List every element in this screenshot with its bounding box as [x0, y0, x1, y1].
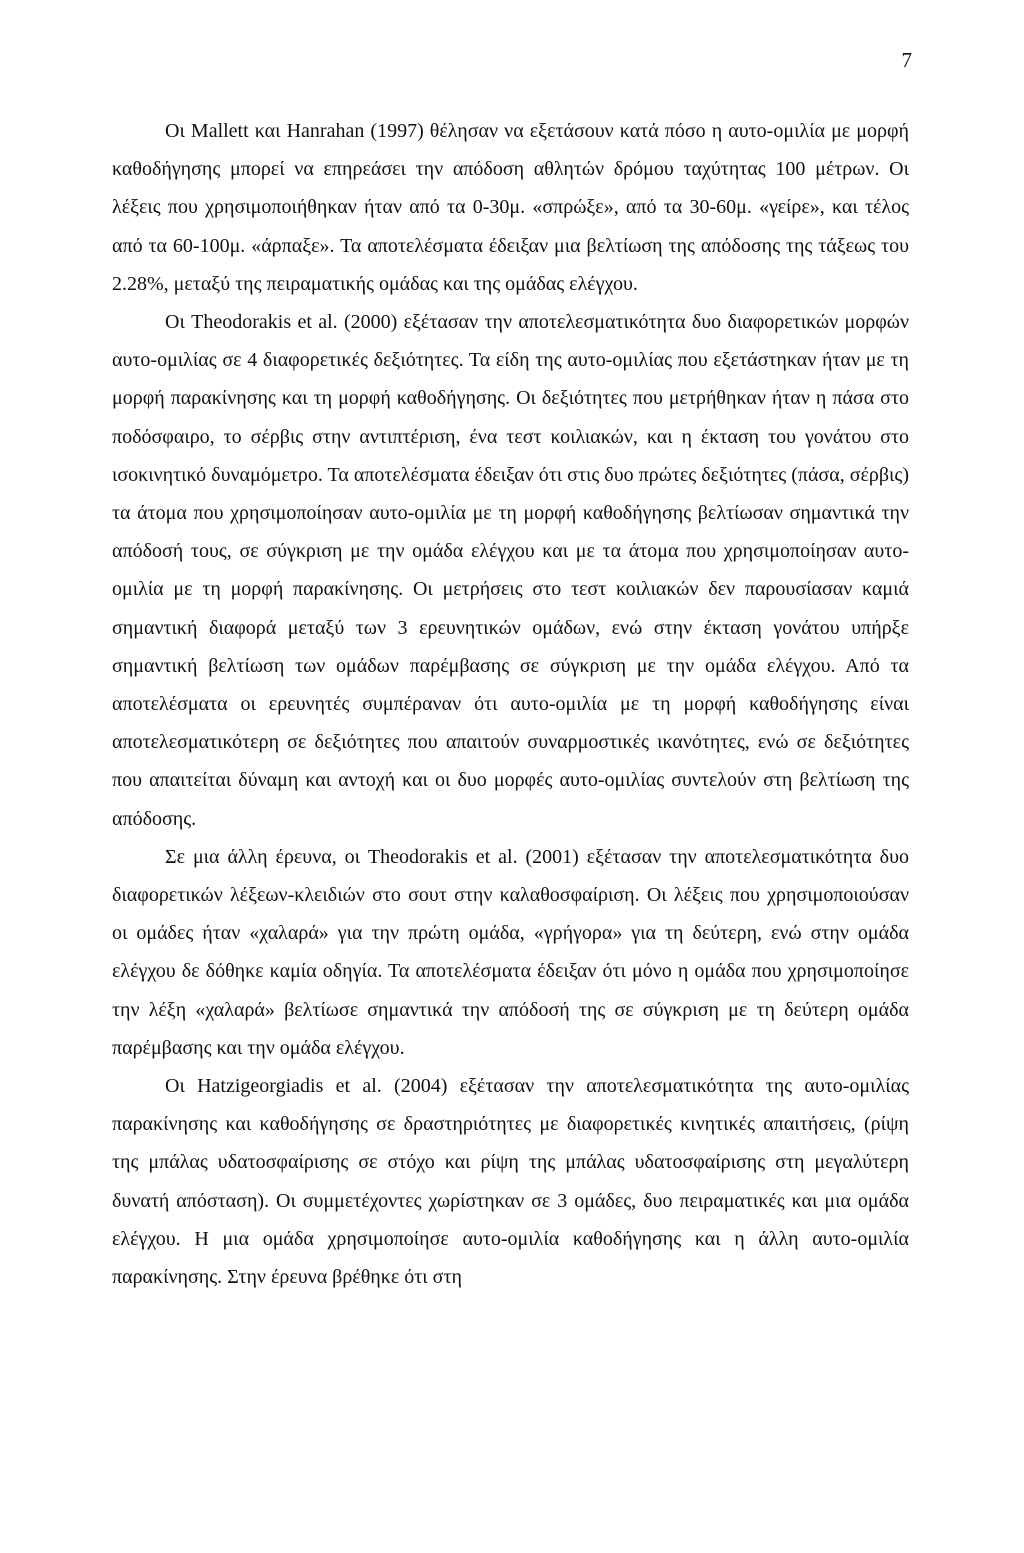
page-number: 7	[901, 48, 912, 72]
paragraph-hatzigeorgiadis-2004: Οι Hatzigeorgiadis et al. (2004) εξέτασαν την αποτελεσματικότητα της αυτο-ομιλίας παρακίνησης και καθοδήγησης σε δραστηριότητες με διαφορετικές κινητικές απαιτήσεις, (ρίψη της μπάλας υδατοσφαίρισης σε στόχο και ρίψη της μπάλας υδατοσφαίρισης στη μεγαλύτερη δυνατή απόσταση). Οι συμμετέχοντες χωρίστηκαν σε 3 ομάδες, δυο πειραματικές και μια ομάδα ελέγχου. Η μια ομάδα χρησιμοποίησε αυτο-ομιλία καθοδήγησης και η άλλη αυτο-ομιλία παρακίνησης. Στην έρευνα βρέθηκε ότι στη	[112, 1075, 909, 1289]
document-body	[112, 112, 909, 1296]
paragraph-theodorakis-2000: Οι Theodorakis et al. (2000) εξέτασαν την αποτελεσματικότητα δυο διαφορετικών μορφών αυτο-ομιλίας σε 4 διαφορετικές δεξιότητες. Τα είδη της αυτο-ομιλίας που εξετάστηκαν ήταν με τη μορφή παρακίνησης και τη μορφή καθοδήγησης. Οι δεξιότητες που μετρήθηκαν ήταν η πάσα στο ποδόσφαιρο, το σέρβις στην αντιπτέριση, ένα τεστ κοιλιακών, και η έκταση του γονάτου στο ισοκινητικό δυναμόμετρο. Τα αποτελέσματα έδειξαν ότι στις δυο πρώτες δεξιότητες (πάσα, σέρβις) τα άτομα που χρησιμοποίησαν αυτο-ομιλία με τη μορφή καθοδήγησης βελτίωσαν σημαντικά την απόδοσή τους, σε σύγκριση με την ομάδα ελέγχου και με τα άτομα που χρησιμοποίησαν αυτο-ομιλία με τη μορφή παρακίνησης. Οι μετρήσεις στο τεστ κοιλιακών δεν παρουσίασαν καμιά σημαντική διαφορά μεταξύ των 3 ερευνητικών ομάδων, ενώ στην έκταση γονάτου υπήρξε σημαντική βελτίωση των ομάδων παρέμβασης σε σύγκριση με την ομάδα ελέγχου. Από τα αποτελέσματα οι ερευνητές συμπέραναν ότι αυτο-ομιλία με τη μορφή καθοδήγησης είναι αποτελεσματικότερη σε δεξιότητες που απαιτούν συναρμοστικές ικανότητες, ενώ σε δεξιότητες που απαιτείται δύναμη και αντοχή και οι δυο μορφές αυτο-ομιλίας συντελούν στη βελτίωση της απόδοσης.	[112, 311, 909, 830]
paragraph-theodorakis-2001: Σε μια άλλη έρευνα, οι Theodorakis et al. (2001) εξέτασαν την αποτελεσματικότητα δυο διαφορετικών λέξεων-κλειδιών στο σουτ στην καλαθοσφαίριση. Οι λέξεις που χρησιμοποιούσαν οι ομάδες ήταν «χαλαρά» για την πρώτη ομάδα, «γρήγορα» για τη δεύτερη, ενώ στην ομάδα ελέγχου δε δόθηκε καμία οδηγία. Τα αποτελέσματα έδειξαν ότι μόνο η ομάδα που χρησιμοποίησε την λέξη «χαλαρά» βελτίωσε σημαντικά την απόδοσή της σε σύγκριση με τη δεύτερη ομάδα παρέμβασης και την ομάδα ελέγχου.	[112, 845, 909, 1059]
paragraph-mallett-hanrahan: Οι Mallett και Hanrahan (1997) θέλησαν να εξετάσουν κατά πόσο η αυτο-ομιλία με μορφή καθοδήγησης μπορεί να επηρεάσει την απόδοση αθλητών δρόμου ταχύτητας 100 μέτρων. Οι λέξεις που χρησιμοποιήθηκαν ήταν από τα 0-30μ. «σπρώξε», από τα 30-60μ. «γείρε», και τέλος από τα 60-100μ. «άρπαξε». Τα αποτελέσματα έδειξαν μια βελτίωση της απόδοσης της τάξεως του 2.28%, μεταξύ της πειραματικής ομάδας και της ομάδας ελέγχου.	[112, 120, 909, 295]
